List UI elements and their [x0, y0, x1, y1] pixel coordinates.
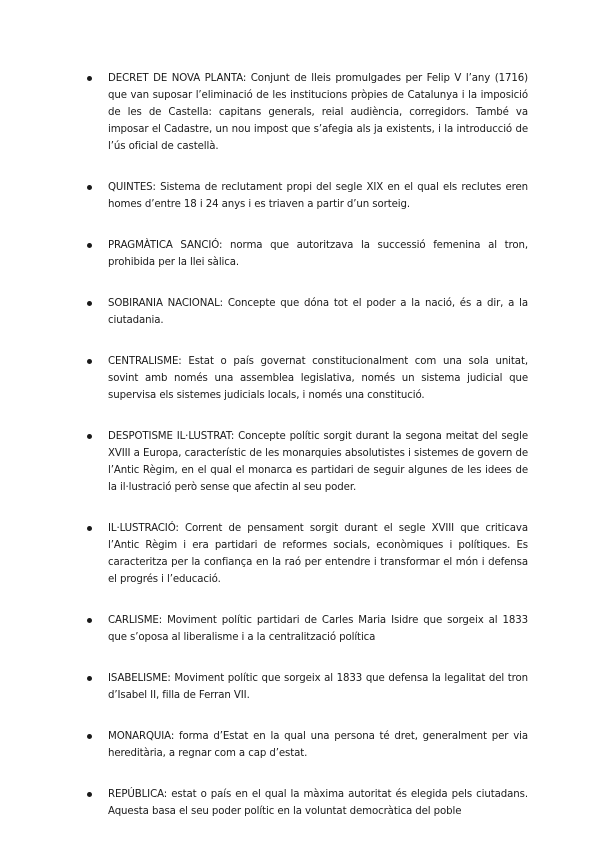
entry-definition: Moviment polític partidari de Carles Maria Isidre que sorgeix al 1833 que s’oposa al liberalisme i a la centralització política — [108, 615, 529, 643]
glossary-entry-decret-de-nova-planta — [86, 70, 528, 155]
entry-definition: Concepte que dóna tot el poder a la nació, és a dir, a la ciutadania. — [108, 298, 529, 326]
glossary-entry-carlisme — [86, 612, 528, 646]
entry-term: MONARQUIA: — [108, 731, 175, 742]
bullet-icon — [87, 618, 92, 623]
glossary-entry-centralisme — [86, 353, 528, 404]
bullet-icon — [87, 526, 92, 531]
glossary-list — [86, 70, 528, 844]
entry-term: ISABELISME: — [108, 673, 171, 684]
entry-term: DESPOTISME IL·LUSTRAT: — [108, 431, 235, 442]
glossary-entry-monarquia — [86, 728, 528, 762]
glossary-entry-illustracio — [86, 520, 528, 588]
bullet-icon — [87, 76, 92, 81]
glossary-entry-quintes — [86, 179, 528, 213]
entry-definition: Sistema de reclutament propi del segle XIX en el qual els reclutes eren homes d’entre 18 i 24 anys i es triaven a partir d’un sorteig. — [108, 182, 529, 210]
entry-term: IL·LUSTRACIÓ: — [108, 523, 179, 534]
bullet-icon — [87, 792, 92, 797]
entry-term: REPÚBLICA: — [108, 789, 168, 800]
entry-definition: Corrent de pensament sorgit durant el segle XVIII que criticava l’Antic Règim i era partidari de reformes socials, econòmiques i polítiques. Es caracteritza per la confiança en la raó per entendre i transformar el món i defensa el progrés i l’educació. — [108, 523, 528, 585]
entry-definition: Estat o país governat constitucionalment com una sola unitat, sovint amb només una assemblea legislativa, només un sistema judicial que supervisa els sistemes judicials locals, i només una constitució. — [108, 356, 528, 401]
bullet-icon — [87, 301, 92, 306]
glossary-entry-isabelisme — [86, 670, 528, 704]
bullet-icon — [87, 359, 92, 364]
bullet-icon — [87, 185, 92, 190]
entry-term: CENTRALISME: — [108, 356, 182, 367]
entry-definition: Conjunt de lleis promulgades per Felip V l’any (1716) que van suposar l’eliminació de les institucions pròpies de Catalunya i la imposició de les de Castella: capitans generals, reial audiència, corregidors. També va imposar el Cadastre, un nou impost que s’afegia als ja existents, i la introducció de l’ús oficial de castellà. — [108, 73, 528, 152]
glossary-entry-pragmatica-sancio — [86, 237, 528, 271]
entry-definition: estat o país en el qual la màxima autoritat és elegida pels ciutadans. Aquesta basa el seu poder polític en la voluntat democràtica del poble — [108, 789, 529, 817]
glossary-entry-despotisme-illustrat — [86, 428, 528, 496]
glossary-entry-sobirania-nacional — [86, 295, 528, 329]
entry-term: DECRET DE NOVA PLANTA: — [108, 73, 247, 84]
bullet-icon — [87, 676, 92, 681]
bullet-icon — [87, 434, 92, 439]
entry-term: QUINTES: — [108, 182, 156, 193]
entry-definition: Concepte polític sorgit durant la segona meitat del segle XVIII a Europa, característic de les monarquies absolutistes i sistemes de govern de l’Antic Règim, en el qual el monarca es partidari de seguir algunes de les idees de la il·lustració però sense que afectin al seu poder. — [108, 431, 528, 493]
bullet-icon — [87, 243, 92, 248]
entry-definition: forma d’Estat en la qual una persona té dret, generalment per via hereditària, a regnar com a cap d’estat. — [108, 731, 528, 759]
entry-term: PRAGMÀTICA SANCIÓ: — [108, 240, 223, 251]
entry-definition: norma que autoritzava la successió femenina al tron, prohibida per la llei sàlica. — [108, 240, 529, 268]
entry-term: SOBIRANIA NACIONAL: — [108, 298, 223, 309]
entry-term: CARLISME: — [108, 615, 163, 626]
bullet-icon — [87, 734, 92, 739]
entry-definition: Moviment polític que sorgeix al 1833 que defensa la legalitat del tron d’Isabel II, filla de Ferran VII. — [108, 673, 529, 701]
glossary-entry-republica — [86, 786, 528, 820]
